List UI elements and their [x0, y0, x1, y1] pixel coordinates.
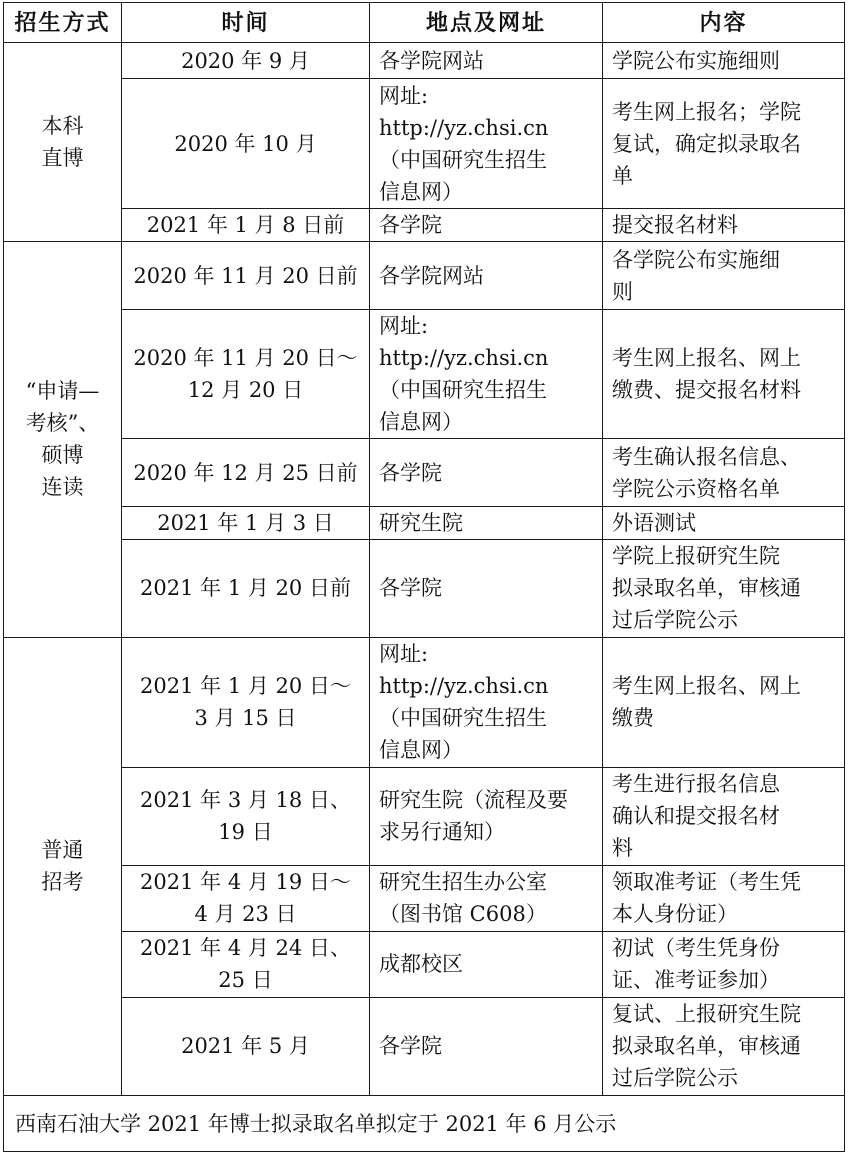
time-cell [122, 931, 370, 997]
method-line: 直博 [41, 146, 84, 171]
content-line: 考生确认报名信息、 [612, 444, 801, 469]
time-line: 2021 年 4 月 19 日～ [140, 870, 351, 895]
content-line: 领取准考证（考生凭 [612, 870, 801, 895]
schedule-row [4, 439, 845, 507]
place-cell [370, 865, 603, 931]
time-cell [122, 310, 370, 439]
content-line: 考生进行报名信息 [612, 772, 780, 797]
header-row [4, 3, 845, 43]
content-line: 单 [612, 163, 633, 188]
time-line: 2021 年 1 月 3 日 [157, 511, 334, 536]
time-line: 4 月 23 日 [194, 902, 297, 927]
place-line: （图书馆 C608） [379, 902, 547, 927]
place-line: 信息网） [379, 410, 463, 435]
place-line: （中国研究生招生 [379, 378, 547, 403]
schedule-row [4, 997, 845, 1095]
content-cell [603, 997, 845, 1095]
schedule-row [4, 242, 845, 310]
place-line: （中国研究生招生 [379, 706, 547, 731]
content-line: 缴费 [612, 706, 654, 731]
admission-method-cell [4, 637, 122, 1095]
method-line: 硕博 [41, 443, 84, 468]
time-cell [122, 637, 370, 767]
place-line: 各学院网站 [379, 48, 484, 73]
time-cell [122, 79, 370, 209]
schedule-row [4, 767, 845, 865]
content-cell [603, 637, 845, 767]
schedule-row [4, 637, 845, 767]
place-line: http://yz.chsi.cn [379, 346, 549, 371]
place-line: 求另行通知） [379, 820, 505, 845]
time-line: 2020 年 9 月 [181, 48, 310, 73]
content-line: 证、准考证参加） [612, 968, 780, 993]
time-line: 2021 年 5 月 [181, 1034, 310, 1059]
time-cell [122, 767, 370, 865]
schedule-row [4, 43, 845, 79]
content-line: 拟录取名单，审核通 [612, 576, 801, 601]
content-line: 拟录取名单，审核通 [612, 1034, 801, 1059]
time-cell [122, 43, 370, 79]
place-line: 各学院 [379, 460, 442, 485]
time-line: 2021 年 1 月 20 日～ [140, 674, 351, 699]
method-line: 连读 [41, 475, 84, 500]
content-line: 各学院公布实施细 [612, 247, 780, 272]
place-cell [370, 439, 603, 507]
admission-method-cell [4, 242, 122, 637]
content-line: 考生网上报名；学院 [612, 99, 801, 124]
content-line: 过后学院公示 [612, 608, 738, 633]
content-line: 则 [612, 279, 633, 304]
place-cell [370, 310, 603, 439]
admission-schedule-table [3, 2, 845, 1152]
place-line: 网址: [379, 314, 429, 339]
place-line: 信息网） [379, 179, 463, 204]
place-line: 网址: [379, 642, 429, 667]
content-cell [603, 43, 845, 79]
place-cell [370, 540, 603, 637]
content-line: 提交报名材料 [612, 213, 738, 238]
place-cell [370, 209, 603, 242]
schedule-body [4, 43, 845, 1096]
place-line: 各学院 [379, 213, 442, 238]
content-line: 复试、上报研究生院 [612, 1002, 801, 1027]
method-line: 本科 [41, 114, 84, 139]
schedule-row [4, 507, 845, 540]
content-line: 缴费、提交报名材料 [612, 378, 801, 403]
time-line: 2020 年 10 月 [174, 131, 317, 156]
place-line: http://yz.chsi.cn [379, 115, 549, 140]
time-cell [122, 865, 370, 931]
time-line: 2020 年 12 月 25 日前 [133, 460, 358, 485]
place-line: 研究生招生办公室 [379, 870, 547, 895]
place-cell [370, 79, 603, 209]
content-cell [603, 540, 845, 637]
content-line: 考生网上报名、网上 [612, 346, 801, 371]
content-line: 学院上报研究生院 [612, 544, 780, 569]
time-cell [122, 439, 370, 507]
place-line: 成都校区 [379, 952, 463, 977]
admission-method-cell [4, 43, 122, 242]
content-cell [603, 507, 845, 540]
place-cell [370, 997, 603, 1095]
time-line: 2021 年 1 月 8 日前 [146, 213, 345, 238]
place-line: 各学院网站 [379, 263, 484, 288]
method-line: 招考 [41, 870, 84, 895]
schedule-row [4, 540, 845, 637]
content-cell [603, 767, 845, 865]
schedule-row [4, 79, 845, 209]
time-line: 19 日 [218, 820, 273, 845]
time-line: 3 月 15 日 [194, 706, 297, 731]
time-cell [122, 997, 370, 1095]
content-line: 过后学院公示 [612, 1066, 738, 1091]
time-cell [122, 507, 370, 540]
content-line: 复试，确定拟录取名 [612, 131, 801, 156]
method-line: “申请— [25, 379, 100, 404]
content-line: 初试（考生凭身份 [612, 936, 780, 961]
place-cell [370, 931, 603, 997]
schedule-row [4, 310, 845, 439]
place-line: 研究生院（流程及要 [379, 788, 568, 813]
method-line: 普通 [41, 838, 84, 863]
time-cell [122, 540, 370, 637]
time-line: 2020 年 11 月 20 日前 [133, 263, 358, 288]
place-cell [370, 242, 603, 310]
content-line: 外语测试 [612, 511, 696, 536]
content-cell [603, 79, 845, 209]
place-cell [370, 637, 603, 767]
schedule-row [4, 209, 845, 242]
place-line: http://yz.chsi.cn [379, 674, 549, 699]
footer-row [4, 1096, 845, 1152]
header-time: 时间 [122, 3, 370, 43]
method-line: 考核”、 [25, 411, 100, 436]
place-line: 各学院 [379, 576, 442, 601]
header-method: 招生方式 [4, 3, 122, 43]
schedule-row [4, 931, 845, 997]
place-line: 研究生院 [379, 511, 463, 536]
content-cell [603, 439, 845, 507]
header-place: 地点及网址 [370, 3, 603, 43]
content-line: 学院公示资格名单 [612, 476, 780, 501]
content-line: 确认和提交报名材 [612, 804, 780, 829]
place-line: 网址: [379, 83, 429, 108]
schedule-row [4, 865, 845, 931]
time-line: 2020 年 11 月 20 日～ [133, 346, 358, 371]
place-cell [370, 43, 603, 79]
time-line: 2021 年 1 月 20 日前 [140, 576, 351, 601]
place-cell [370, 767, 603, 865]
place-line: 信息网） [379, 738, 463, 763]
content-cell [603, 310, 845, 439]
footer-note: 西南石油大学 2021 年博士拟录取名单拟定于 2021 年 6 月公示 [4, 1096, 845, 1152]
content-cell [603, 931, 845, 997]
content-cell [603, 242, 845, 310]
header-content: 内容 [603, 3, 845, 43]
time-line: 25 日 [218, 968, 273, 993]
content-cell [603, 209, 845, 242]
place-line: （中国研究生招生 [379, 147, 547, 172]
time-line: 2021 年 4 月 24 日、 [140, 936, 351, 961]
place-cell [370, 507, 603, 540]
content-line: 学院公布实施细则 [612, 48, 780, 73]
content-cell [603, 865, 845, 931]
time-line: 2021 年 3 月 18 日、 [140, 788, 351, 813]
time-line: 12 月 20 日 [187, 378, 304, 403]
place-line: 各学院 [379, 1034, 442, 1059]
content-line: 料 [612, 836, 633, 861]
time-cell [122, 209, 370, 242]
content-line: 考生网上报名、网上 [612, 674, 801, 699]
content-line: 本人身份证） [612, 902, 738, 927]
time-cell [122, 242, 370, 310]
